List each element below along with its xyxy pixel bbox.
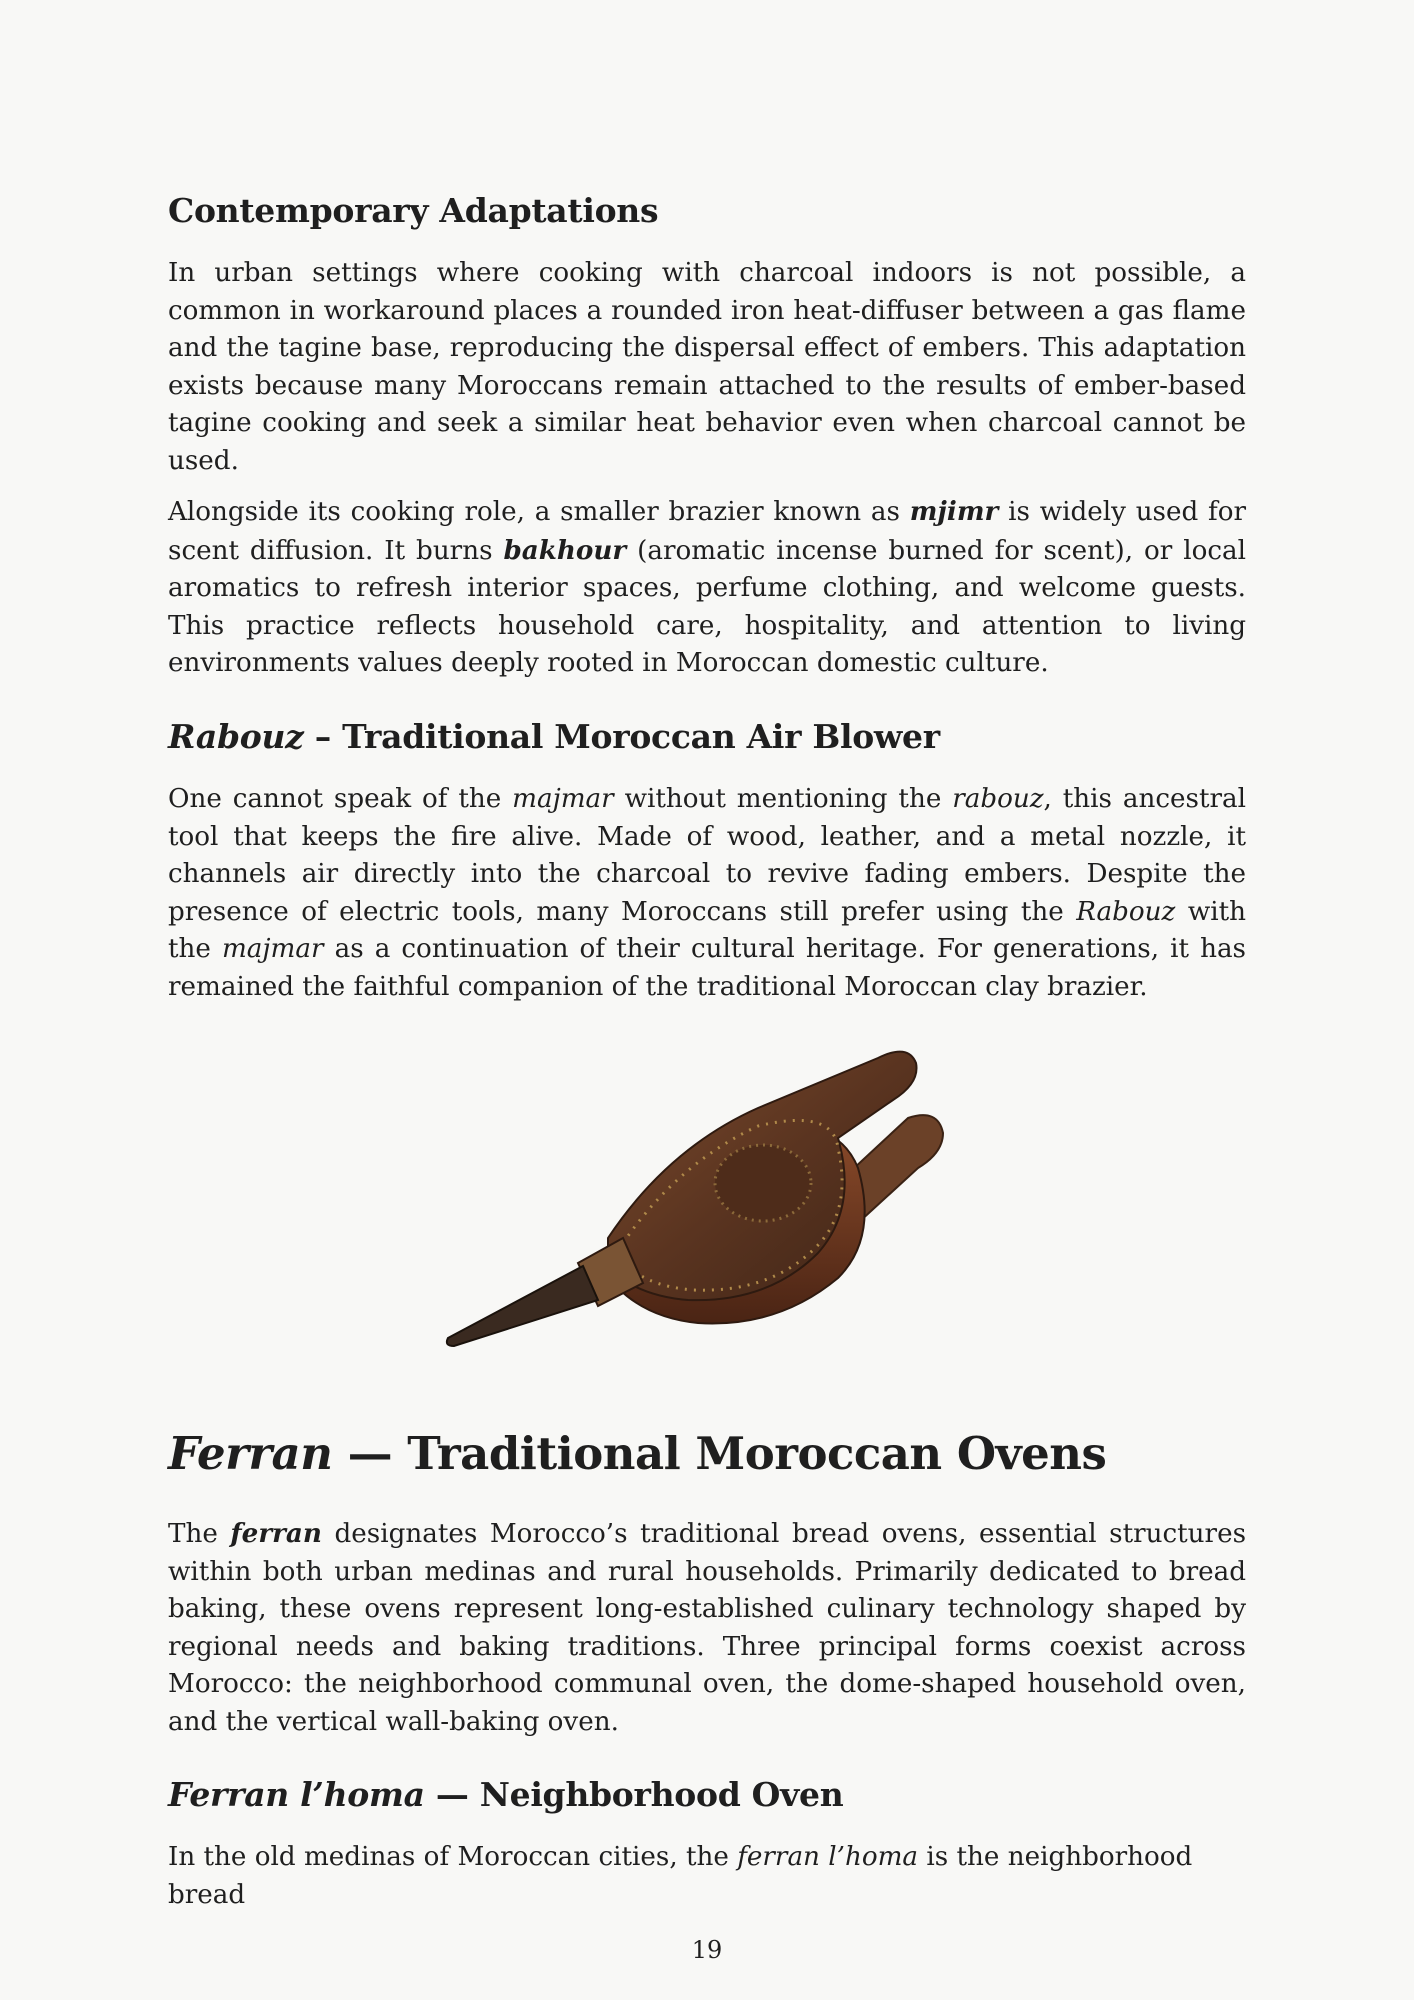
paragraph-contemporary-1: In urban settings where cooking with charcoal indoors is not possible, a common in workaround places a rounded iron heat-diffuser between a gas flame and the tagine base, reproducing the dispersal effect of embers. This adaptation exists because many Moroccans remain attached to the results of ember-based tagine cooking and seek a similar heat behavior even when charcoal cannot be used. <box>168 258 1246 476</box>
paragraph-contemporary-2: Alongside its cooking role, a smaller brazier known as mjimr is widely used for scent diffusion. It burns bakhour (aromatic incense burned for scent), or local aromatics to refresh interior spaces, perfume clothing, and welcome guests. This practice reflects household care, hospitality, and attention to living environments values deeply rooted in Moroccan domestic culture. <box>168 496 1246 679</box>
paragraph-ferran-lhoma: In the old medinas of Moroccan cities, the ferran l’homa is the neighborhood bread <box>168 1842 1193 1910</box>
paragraph-rabouz: One cannot speak of the majmar without mentioning the rabouz, this ancestral tool that keeps the fire alive. Made of wood, leather, and a metal nozzle, it channels air directly into the charcoal to revive fading embers. Despite the presence of electric tools, many Moroccans still prefer using the Rabouz with the majmar as a continuation of their cultural heritage. For generations, it has remained the faithful companion of the traditional Moroccan clay brazier. <box>168 784 1246 1002</box>
heading-ferran: Ferran — Traditional Moroccan Ovens <box>168 1427 1107 1480</box>
heading-contemporary-adaptations: Contemporary Adaptations <box>168 191 659 230</box>
page-content <box>168 190 1246 1927</box>
heading-rabouz: Rabouz – Traditional Moroccan Air Blower <box>168 716 940 756</box>
paragraph-ferran: The ferran designates Morocco’s traditional bread ovens, essential structures within both urban medinas and rural households. Primarily dedicated to bread baking, these ovens represent long-established culinary technology shaped by regional needs and baking traditions. Three principal forms coexist across Morocco: the neighborhood communal oven, the dome-shaped household oven, and the vertical wall-baking oven. <box>168 1518 1247 1737</box>
rabouz-bellows-image <box>168 1028 1246 1383</box>
heading-ferran-lhoma: Ferran l’homa — Neighborhood Oven <box>168 1775 844 1814</box>
page-number: 19 <box>691 1936 723 1964</box>
bellows-illustration <box>438 1038 958 1368</box>
